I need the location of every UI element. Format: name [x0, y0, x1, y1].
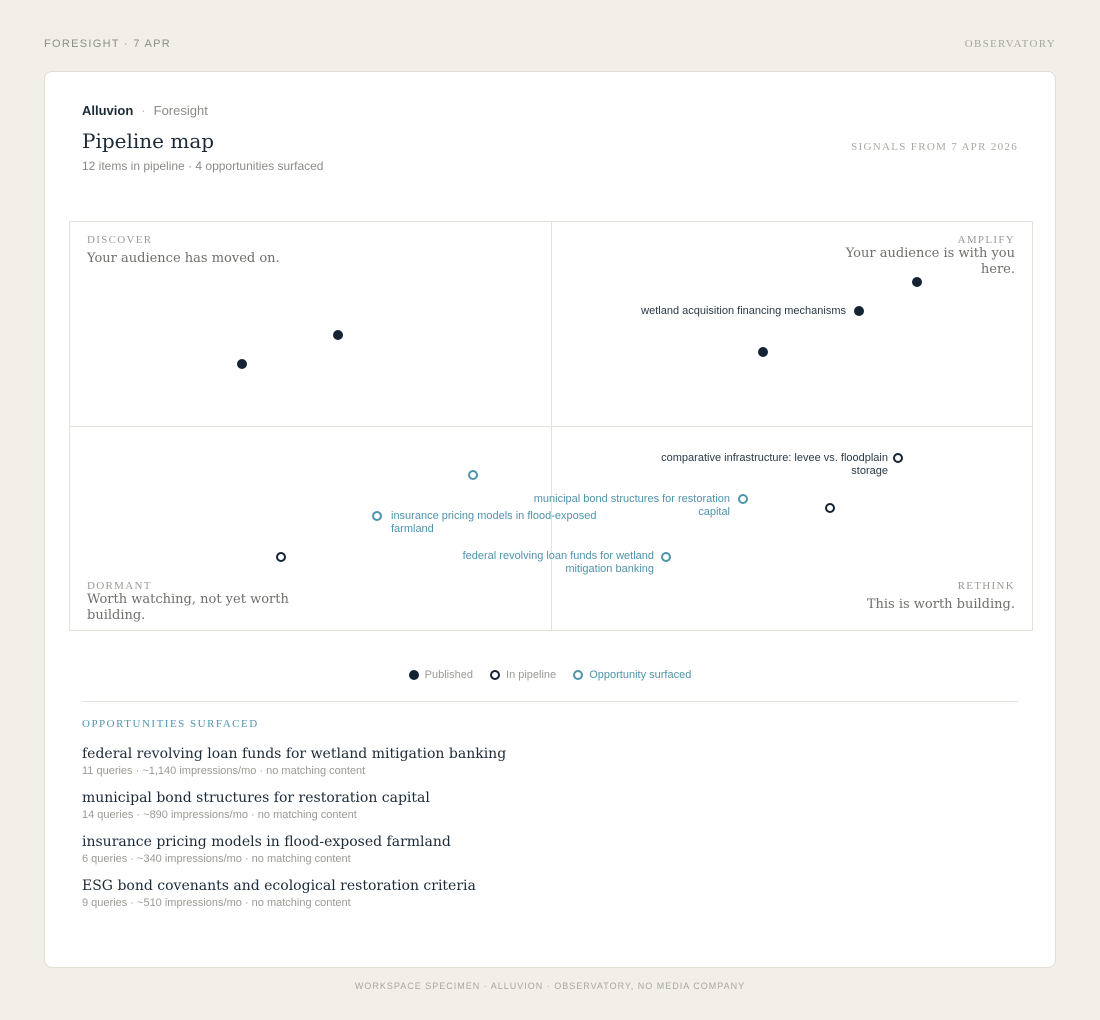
- opportunity-meta: 11 queries · ~1,140 impressions/mo · no matching content: [82, 765, 366, 777]
- opportunity-dot-municipal[interactable]: [738, 494, 748, 504]
- pipeline-map: [69, 221, 1033, 631]
- published-dot[interactable]: [758, 347, 768, 357]
- opportunity-name: ESG bond covenants and ecological restoration criteria: [82, 878, 476, 894]
- opportunity-name: federal revolving loan funds for wetland mitigation banking: [82, 746, 507, 762]
- opportunities-heading: OPPORTUNITIES SURFACED: [82, 718, 259, 730]
- opportunity-swatch: [573, 670, 583, 680]
- point-label-comparative: comparative infrastructure: levee vs. floodplain storage: [661, 452, 888, 477]
- workspace-date: FORESIGHT · 7 APR: [44, 38, 172, 50]
- published-dot[interactable]: [333, 330, 343, 340]
- quadrant-text-dormant: Worth watching, not yet worth building.: [87, 592, 289, 623]
- quadrant-text-discover: Your audience has moved on.: [87, 251, 280, 266]
- quadrant-label-amplify: AMPLIFY: [957, 234, 1015, 246]
- opportunity-name: insurance pricing models in flood-exposed farmland: [82, 834, 451, 850]
- main-card: [44, 71, 1056, 968]
- map-legend: [45, 669, 1055, 683]
- section-divider: [82, 701, 1018, 702]
- pipeline-dot-comparative[interactable]: [893, 453, 903, 463]
- point-label-wetland: wetland acquisition financing mechanisms: [641, 305, 846, 317]
- section-name: OBSERVATORY: [964, 38, 1056, 50]
- breadcrumb-foresight[interactable]: Foresight: [153, 103, 208, 118]
- legend-published-label: Published: [424, 669, 473, 681]
- legend-opportunity: [573, 669, 691, 681]
- legend-pipeline: [490, 669, 556, 681]
- point-label-federal: federal revolving loan funds for wetland mitigation banking: [462, 550, 654, 575]
- page-footer: WORKSPACE SPECIMEN · ALLUVION · OBSERVATORY, NO MEDIA COMPANY: [354, 981, 746, 991]
- opportunity-dot-insurance[interactable]: [372, 511, 382, 521]
- opportunities-list: [82, 745, 506, 921]
- breadcrumb-alluvion[interactable]: Alluvion: [82, 103, 134, 118]
- opportunity-meta: 14 queries · ~890 impressions/mo · no matching content: [82, 809, 357, 821]
- published-dot[interactable]: [912, 277, 922, 287]
- quadrant-text-amplify: Your audience is with you here.: [845, 246, 1015, 277]
- legend-pipeline-label: In pipeline: [506, 669, 557, 681]
- legend-opportunity-label: Opportunity surfaced: [589, 669, 692, 681]
- quadrant-label-dormant: DORMANT: [87, 580, 152, 592]
- list-item[interactable]: [82, 789, 506, 833]
- point-label-insurance: insurance pricing models in flood-exposed farmland: [391, 510, 597, 535]
- opportunity-dot-federal[interactable]: [661, 552, 671, 562]
- signals-date: SIGNALS FROM 7 APR 2026: [851, 141, 1018, 153]
- top-bar: [44, 38, 1056, 52]
- breadcrumb: [82, 103, 208, 118]
- breadcrumb-separator: ·: [141, 103, 146, 118]
- list-item[interactable]: [82, 877, 506, 921]
- opportunity-meta: 6 queries · ~340 impressions/mo · no matching content: [82, 853, 351, 865]
- page-title: Pipeline map: [82, 129, 215, 153]
- opportunity-name: municipal bond structures for restoration capital: [82, 790, 430, 806]
- pipeline-dot[interactable]: [825, 503, 835, 513]
- quadrant-label-discover: DISCOVER: [87, 234, 153, 246]
- published-swatch: [409, 670, 419, 680]
- quadrant-text-rethink: This is worth building.: [866, 597, 1015, 612]
- page-subtitle: 12 items in pipeline · 4 opportunities surfaced: [82, 159, 324, 173]
- published-dot-wetland[interactable]: [854, 306, 864, 316]
- list-item[interactable]: [82, 833, 506, 877]
- point-label-municipal: municipal bond structures for restoration capital: [533, 493, 730, 518]
- pipeline-swatch: [490, 670, 500, 680]
- horizontal-axis-divider: [70, 426, 1032, 427]
- opportunity-dot[interactable]: [468, 470, 478, 480]
- pipeline-dot[interactable]: [276, 552, 286, 562]
- quadrant-label-rethink: RETHINK: [957, 580, 1015, 592]
- opportunity-meta: 9 queries · ~510 impressions/mo · no matching content: [82, 897, 351, 909]
- published-dot[interactable]: [237, 359, 247, 369]
- list-item[interactable]: [82, 745, 506, 789]
- legend-published: [409, 669, 473, 681]
